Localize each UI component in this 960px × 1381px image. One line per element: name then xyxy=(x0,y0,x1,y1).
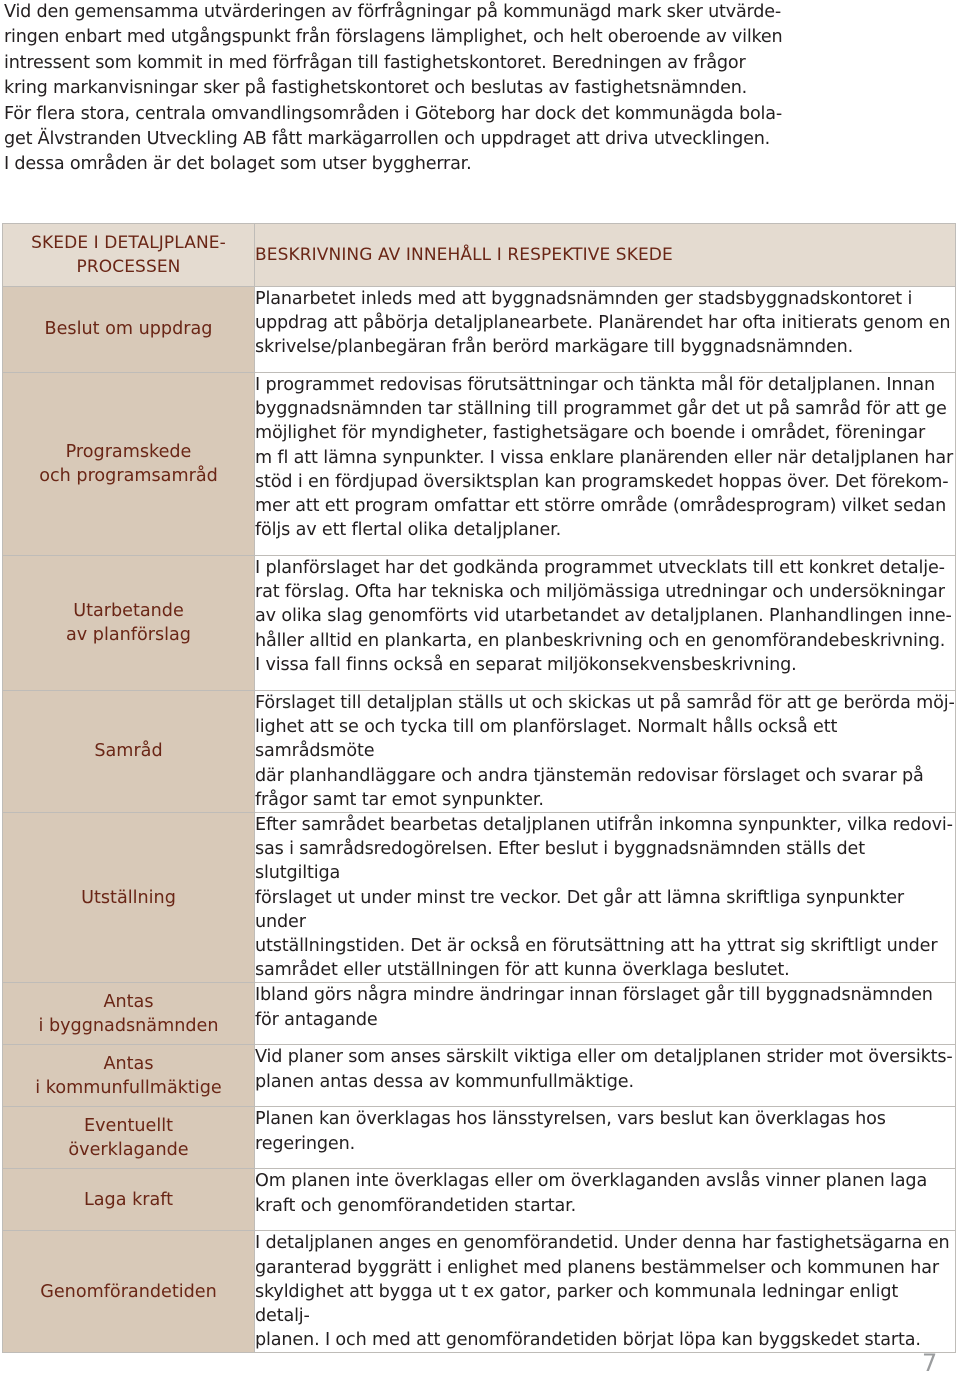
stage-cell: Eventuellt överklagande xyxy=(3,1107,255,1169)
description-cell: I programmet redovisas förutsättningar och tänkta mål för detaljplanen. Innan byggnadsnämnden tar ställning till programmet går det ut på samråd för att ge möjlighet för myndigheter, fastighetsägare och boende i området, föreningar m fl att lämna synpunkter. I vissa enklare planärenden eller när detaljplanen har stöd i en fördjupad översiktsplan kan programskedet hoppas över. Det förekom- mer att ett program omfattar ett större område (områdesprogram) vilket sedan följs av ett flertal olika detaljplaner. xyxy=(255,373,956,556)
header-stage xyxy=(3,224,255,287)
detail-plan-process-table xyxy=(2,223,956,1353)
stage-cell: Programskede och programsamråd xyxy=(3,373,255,556)
stage-cell: Utställning xyxy=(3,813,255,983)
description-cell: Ibland görs några mindre ändringar innan förslaget går till byggnadsnämnden för antagande xyxy=(255,983,956,1045)
description-cell: I planförslaget har det godkända programmet utvecklats till ett konkret detalje- rat förslag. Ofta har tekniska och miljömässiga utredningar och undersökningar av olika slag genomförts vid utarbetandet av detaljplanen. Planhandlingen inne- håller alltid en plankarta, en planbeskrivning och en genomförandebeskrivning. I vissa fall finns också en separat miljökonsekvensbeskrivning. xyxy=(255,556,956,691)
page-number: 7 xyxy=(922,1349,938,1377)
header-description: BESKRIVNING AV INNEHÅLL I RESPEKTIVE SKEDE xyxy=(255,224,956,287)
table-row xyxy=(3,373,956,556)
intro-paragraph: Vid den gemensamma utvärderingen av förfrågningar på kommunägd mark sker utvärde- ringen enbart med utgångspunkt från förslagens lämplighet, och helt oberoende av vilken intressent som kommit in med förfrågan till fastighetskontoret. Beredningen av frågor kring markanvisningar sker på fastighetskontoret och beslutas av fastighetsnämnden. För flera stora, centrala omvandlingsområden i Göteborg har dock det kommunägda bola- get Älvstranden Utveckling AB fått markägarrollen och uppdraget att driva utvecklingen. I dessa områden är det bolaget som utser byggherrar. xyxy=(4,2,783,175)
table-row xyxy=(3,1231,956,1353)
description-cell: I detaljplanen anges en genomförandetid. Under denna har fastighetsägarna en garanterad byggrätt i enlighet med planens bestämmelser och kommunen har skyldighet att bygga ut t ex gator, parker och kommunala ledningar enligt detalj- planen. I och med att genomförandetiden börjat löpa kan byggskedet starta. xyxy=(255,1231,956,1353)
description-cell: Planen kan överklagas hos länsstyrelsen, vars beslut kan överklagas hos regeringen. xyxy=(255,1107,956,1169)
table-row xyxy=(3,691,956,813)
table-row xyxy=(3,1045,956,1107)
stage-cell: Beslut om uppdrag xyxy=(3,287,255,373)
stage-cell: Genomförandetiden xyxy=(3,1231,255,1353)
table-row xyxy=(3,287,956,373)
table-row xyxy=(3,1107,956,1169)
description-cell: Om planen inte överklagas eller om överklaganden avslås vinner planen laga kraft och genomförandetiden startar. xyxy=(255,1169,956,1231)
table-row xyxy=(3,556,956,691)
table-row xyxy=(3,1169,956,1231)
stage-cell: Samråd xyxy=(3,691,255,813)
description-cell: Planarbetet inleds med att byggnadsnämnden ger stadsbyggnadskontoret i uppdrag att påbörja detaljplanearbete. Planärendet har ofta initierats genom en skrivelse/planbegäran från berörd markägare till byggnadsnämnden. xyxy=(255,287,956,373)
stage-cell: Antas i byggnadsnämnden xyxy=(3,983,255,1045)
stage-cell: Laga kraft xyxy=(3,1169,255,1231)
header-stage-label: SKEDE I DETALJPLANE- PROCESSEN xyxy=(31,233,226,277)
stage-cell: Utarbetande av planförslag xyxy=(3,556,255,691)
table-header-row xyxy=(3,224,956,287)
description-cell: Förslaget till detaljplan ställs ut och skickas ut på samråd för att ge berörda möj- lighet att se och tycka till om planförslaget. Normalt hålls också ett samrådsmöte där planhandläggare och andra tjänstemän redovisar förslaget och svarar på frågor samt tar emot synpunkter. xyxy=(255,691,956,813)
table-row xyxy=(3,983,956,1045)
description-cell: Vid planer som anses särskilt viktiga eller om detaljplanen strider mot översikts- planen antas dessa av kommunfullmäktige. xyxy=(255,1045,956,1107)
stage-cell: Antas i kommunfullmäktige xyxy=(3,1045,255,1107)
intro-text-block xyxy=(4,0,804,178)
table-row xyxy=(3,813,956,983)
description-cell: Efter samrådet bearbetas detaljplanen utifrån inkomna synpunkter, vilka redovi- sas i samrådsredogörelsen. Efter beslut i byggnadsnämnden ställs det slutgiltiga förslaget ut under minst tre veckor. Det går att lämna skriftliga synpunkter under utställningstiden. Det är också en förutsättning att ha yttrat sig skriftligt under samrådet eller utställningen för att kunna överklaga beslutet. xyxy=(255,813,956,983)
